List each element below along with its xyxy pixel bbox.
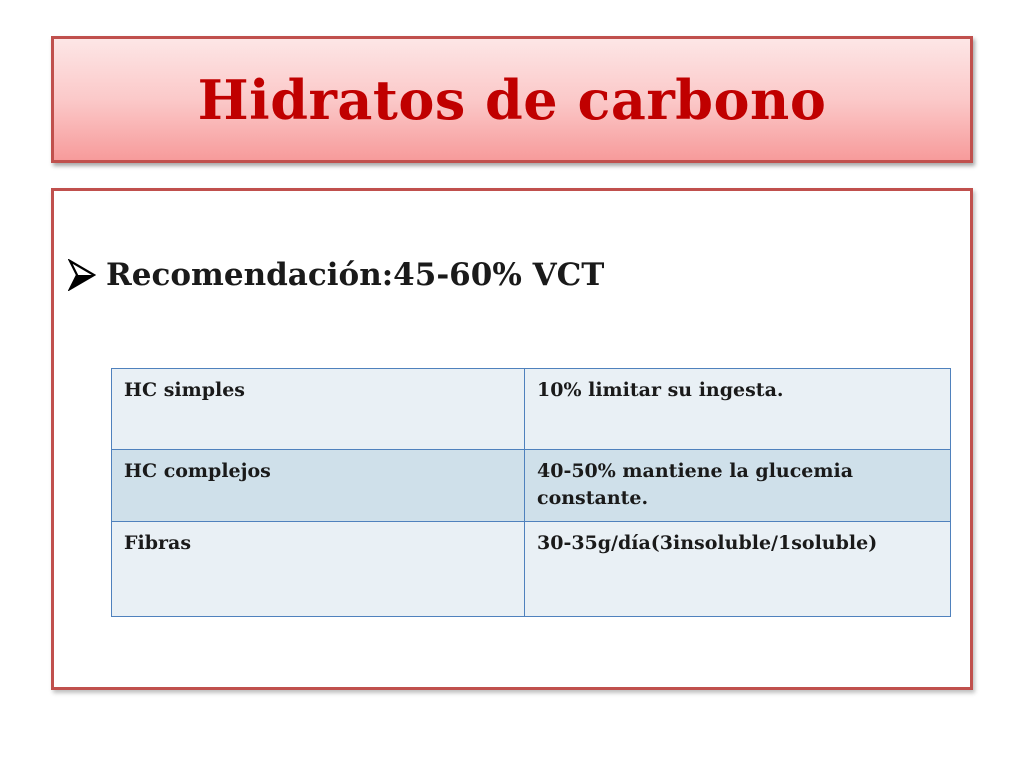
- table-row: [112, 450, 951, 522]
- table-row: [112, 522, 951, 617]
- arrow-bullet-icon: [68, 259, 96, 291]
- bullet-point: [68, 257, 604, 293]
- slide-title: Hidratos de carbono: [197, 67, 827, 132]
- table-cell-type: Fibras: [112, 522, 525, 617]
- bullet-text: Recomendación:45-60% VCT: [106, 257, 605, 293]
- content-panel: [51, 188, 973, 690]
- title-banner: [51, 36, 973, 163]
- carbohydrate-table: [111, 368, 951, 617]
- table-row: [112, 369, 951, 450]
- table-cell-recommendation: 40-50% mantiene la glucemia constante.: [525, 450, 951, 522]
- table-cell-type: HC complejos: [112, 450, 525, 522]
- table-cell-type: HC simples: [112, 369, 525, 450]
- table-cell-recommendation: 10% limitar su ingesta.: [525, 369, 951, 450]
- table-cell-recommendation: 30-35g/día(3insoluble/1soluble): [525, 522, 951, 617]
